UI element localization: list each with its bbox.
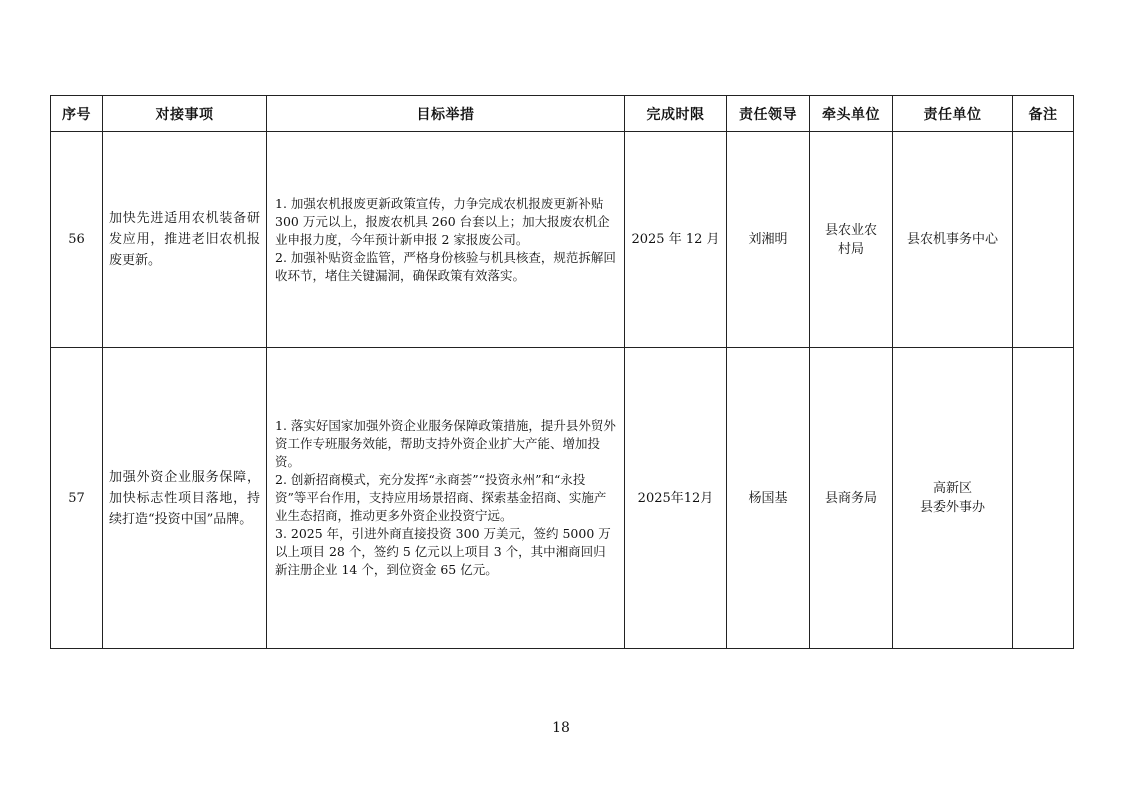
matter-cell: 加强外资企业服务保障，加快标志性项目落地，持续打造“投资中国”品牌。 <box>103 348 267 649</box>
row-number: 57 <box>51 348 103 649</box>
header-leader: 责任领导 <box>727 96 810 132</box>
header-no: 序号 <box>51 96 103 132</box>
remarks-cell <box>1013 132 1074 348</box>
task-table <box>50 95 1074 649</box>
responsible-unit: 县委外事办 <box>919 500 985 515</box>
measure-item: 2. 加强补贴资金监管，严格身份核验与机具核查，规范拆解回收环节，堵住关键漏洞，确保政策有效落实。 <box>275 249 616 283</box>
matter-cell: 加快先进适用农机装备研发应用，推进老旧农机报废更新。 <box>103 132 267 348</box>
header-measures: 目标举措 <box>267 96 625 132</box>
header-responsible-unit: 责任单位 <box>893 96 1013 132</box>
responsible-unit-cell <box>893 348 1013 649</box>
responsible-unit: 县农机事务中心 <box>906 232 998 247</box>
table-header-row <box>51 96 1074 132</box>
deadline-cell: 2025 年 12 月 <box>625 132 727 348</box>
lead-unit-cell: 县农业农村局 <box>810 132 893 348</box>
leader-cell: 杨国基 <box>727 348 810 649</box>
responsible-unit: 高新区 <box>932 481 972 496</box>
measure-item: 2. 创新招商模式，充分发挥“永商荟”“投资永州”和“永投资”等平台作用，支持应用场景招商、探索基金招商、实施产业生态招商，推动更多外资企业投资宁远。 <box>275 472 607 523</box>
measure-item: 1. 落实好国家加强外资企业服务保障政策措施，提升县外贸外资工作专班服务效能，帮助支持外资企业扩大产能、增加投资。 <box>275 418 616 469</box>
deadline-cell: 2025年12月 <box>625 348 727 649</box>
measure-item: 1. 加强农机报废更新政策宣传，力争完成农机报废更新补贴 300 万元以上，报废农机具 260 台套以上；加大报废农机企业申报力度，今年预计新申报 2 家报废公司。 <box>275 195 610 247</box>
measures-cell <box>267 132 625 348</box>
table-row <box>51 132 1074 348</box>
remarks-cell <box>1013 348 1074 649</box>
measures-cell <box>267 348 625 649</box>
row-number: 56 <box>51 132 103 348</box>
table-row <box>51 348 1074 649</box>
responsible-unit-cell <box>893 132 1013 348</box>
page-number: 18 <box>552 720 570 736</box>
measure-item: 3. 2025 年，引进外商直接投资 300 万美元，签约 5000 万以上项目 28 个，签约 5 亿元以上项目 3 个，其中湘商回归新注册企业 14 个，到位资金 65 亿元。 <box>275 526 611 577</box>
lead-unit-cell: 县商务局 <box>810 348 893 649</box>
header-deadline: 完成时限 <box>625 96 727 132</box>
header-lead-unit: 牵头单位 <box>810 96 893 132</box>
header-matter: 对接事项 <box>103 96 267 132</box>
header-remarks: 备注 <box>1013 96 1074 132</box>
leader-cell: 刘湘明 <box>727 132 810 348</box>
